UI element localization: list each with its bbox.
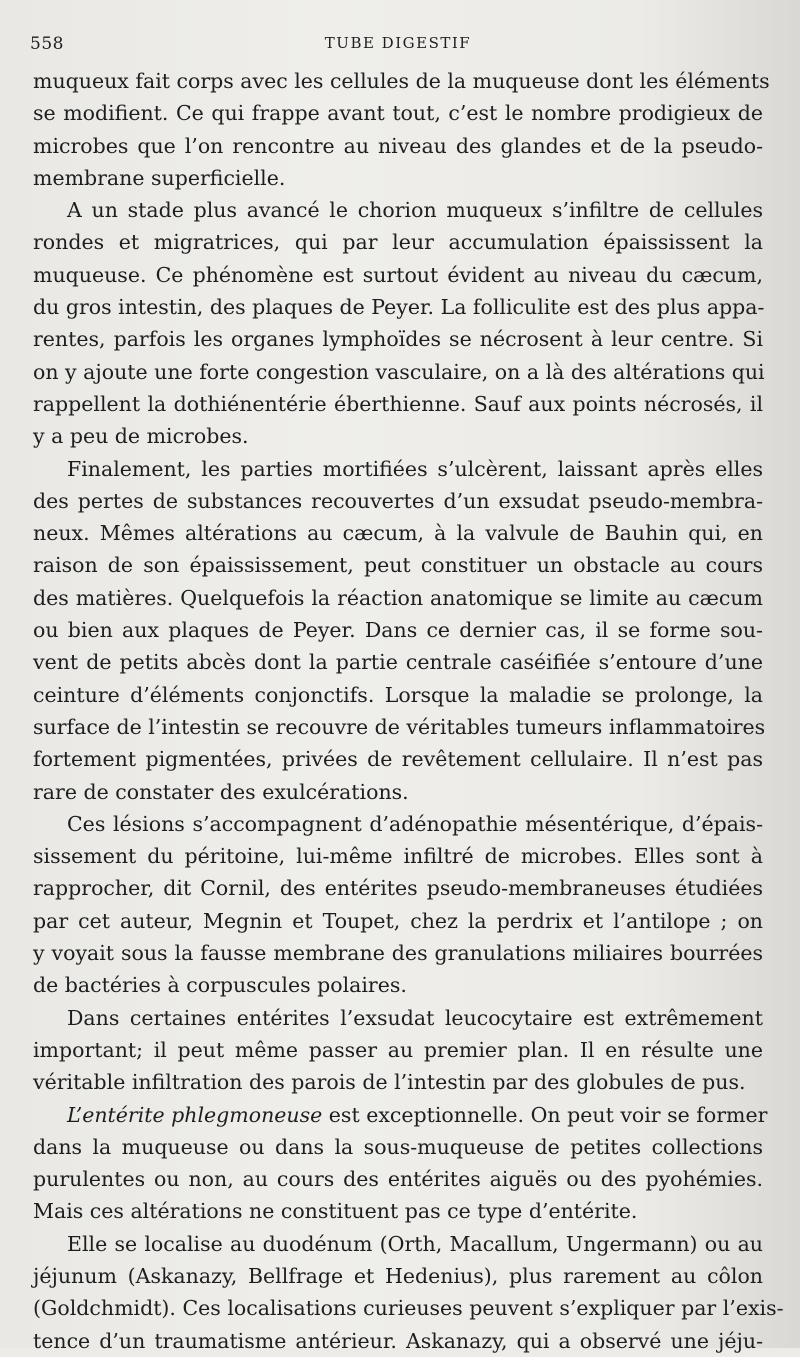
paragraph (33, 194, 763, 452)
text-line: rentes, parfois les organes lymphoïdes se nécrosent à leur centre. Si (33, 327, 763, 352)
text-line: on y ajoute une forte congestion vasculaire, on a là des altérations qui (33, 359, 765, 384)
paragraph (33, 65, 770, 194)
body-text (33, 65, 784, 1357)
text-line: raison de son épaississement, peut constituer un obstacle au cours (33, 553, 763, 578)
text-line: y voyait sous la fausse membrane des granulations miliaires bourrées (33, 941, 763, 966)
text-line: neux. Mêmes altérations au cæcum, à la valvule de Bauhin qui, en (33, 521, 763, 546)
text-line: A un stade plus avancé le chorion muqueux s’infiltre de cellules (67, 198, 763, 223)
text-line: rare de constater des exulcérations. (33, 779, 409, 804)
text-line: microbes que l’on rencontre au niveau des glandes et de la pseudo- (33, 133, 763, 158)
text-line: de bactéries à corpuscules polaires. (33, 973, 407, 998)
text-line: rappellent la dothiénentérie éberthienne. Sauf aux points nécrosés, il (33, 391, 763, 416)
text-line: dans la muqueuse ou dans la sous-muqueuse de petites collections (33, 1134, 763, 1159)
paragraph (33, 1099, 768, 1228)
text-line: rapprocher, dit Cornil, des entérites pseudo-membraneuses étudiées (33, 876, 763, 901)
text-line: des pertes de substances recouvertes d’un exsudat pseudo-membra- (33, 488, 763, 513)
text-line: se modifient. Ce qui frappe avant tout, c’est le nombre prodigieux de (33, 101, 763, 126)
paragraph (33, 808, 763, 1002)
page-number: 558 (30, 34, 64, 54)
text-line: important; il peut même passer au premier plan. Il en résulte une (33, 1037, 763, 1062)
text-line: membrane superficielle. (33, 165, 286, 190)
text-line: par cet auteur, Megnin et Toupet, chez la perdrix et l’antilope ; on (33, 908, 763, 933)
text-line: du gros intestin, des plaques de Peyer. La folliculite est des plus appa- (33, 295, 765, 320)
paragraph (33, 1002, 763, 1099)
text-line: des matières. Quelquefois la réaction anatomique se limite au cæcum (33, 585, 763, 610)
text-line: Mais ces altérations ne constituent pas ce type d’entérite. (33, 1199, 638, 1224)
paragraph (33, 1228, 784, 1357)
text-line: vent de petits abcès dont la partie centrale caséifiée s’entoure d’une (33, 650, 763, 675)
page-header (28, 34, 768, 58)
text-line: véritable infiltration des parois de l’intestin par des globules de pus. (33, 1070, 746, 1095)
text-line: (Goldchmidt). Ces localisations curieuses peuvent s’expliquer par l’exis- (33, 1296, 784, 1321)
text-line: y a peu de microbes. (33, 424, 249, 449)
paragraph (33, 453, 766, 808)
text-line: fortement pigmentées, privées de revêtement cellulaire. Il n’est pas (33, 747, 763, 772)
text-line: surface de l’intestin se recouvre de véritables tumeurs inflammatoires (33, 714, 766, 739)
text-line: purulentes ou non, au cours des entérites aiguës ou des pyohémies. (33, 1167, 763, 1192)
text-run: est exceptionnelle. On peut voir se former (322, 1102, 768, 1127)
running-head: TUBE DIGESTIF (324, 34, 472, 52)
text-line: ceinture d’éléments conjonctifs. Lorsque la maladie se prolonge, la (33, 682, 763, 707)
text-line: tence d’un traumatisme antérieur. Askanazy, qui a observé une jéju- (33, 1328, 763, 1353)
text-line: rondes et migratrices, qui par leur accumulation épaississent la (33, 230, 763, 255)
text-line: jéjunum (Askanazy, Bellfrage et Hedenius), plus rarement au côlon (33, 1263, 763, 1288)
text-line: sissement du péritoine, lui-même infiltré de microbes. Elles sont à (33, 844, 763, 869)
text-line: Ces lésions s’accompagnent d’adénopathie mésentérique, d’épais- (67, 811, 763, 836)
text-line (33, 1099, 768, 1131)
text-line: Elle se localise au duodénum (Orth, Macallum, Ungermann) ou au (67, 1231, 763, 1256)
text-line: Finalement, les parties mortifiées s’ulcèrent, laissant après elles (67, 456, 763, 481)
italic-term: L’entérite phlegmoneuse (67, 1102, 323, 1127)
text-line: muqueuse. Ce phénomène est surtout évident au niveau du cæcum, (33, 262, 763, 287)
text-line: ou bien aux plaques de Peyer. Dans ce dernier cas, il se forme sou- (33, 618, 763, 643)
text-line: Dans certaines entérites l’exsudat leucocytaire est extrêmement (67, 1005, 763, 1030)
text-line: muqueux fait corps avec les cellules de la muqueuse dont les éléments (33, 69, 770, 93)
